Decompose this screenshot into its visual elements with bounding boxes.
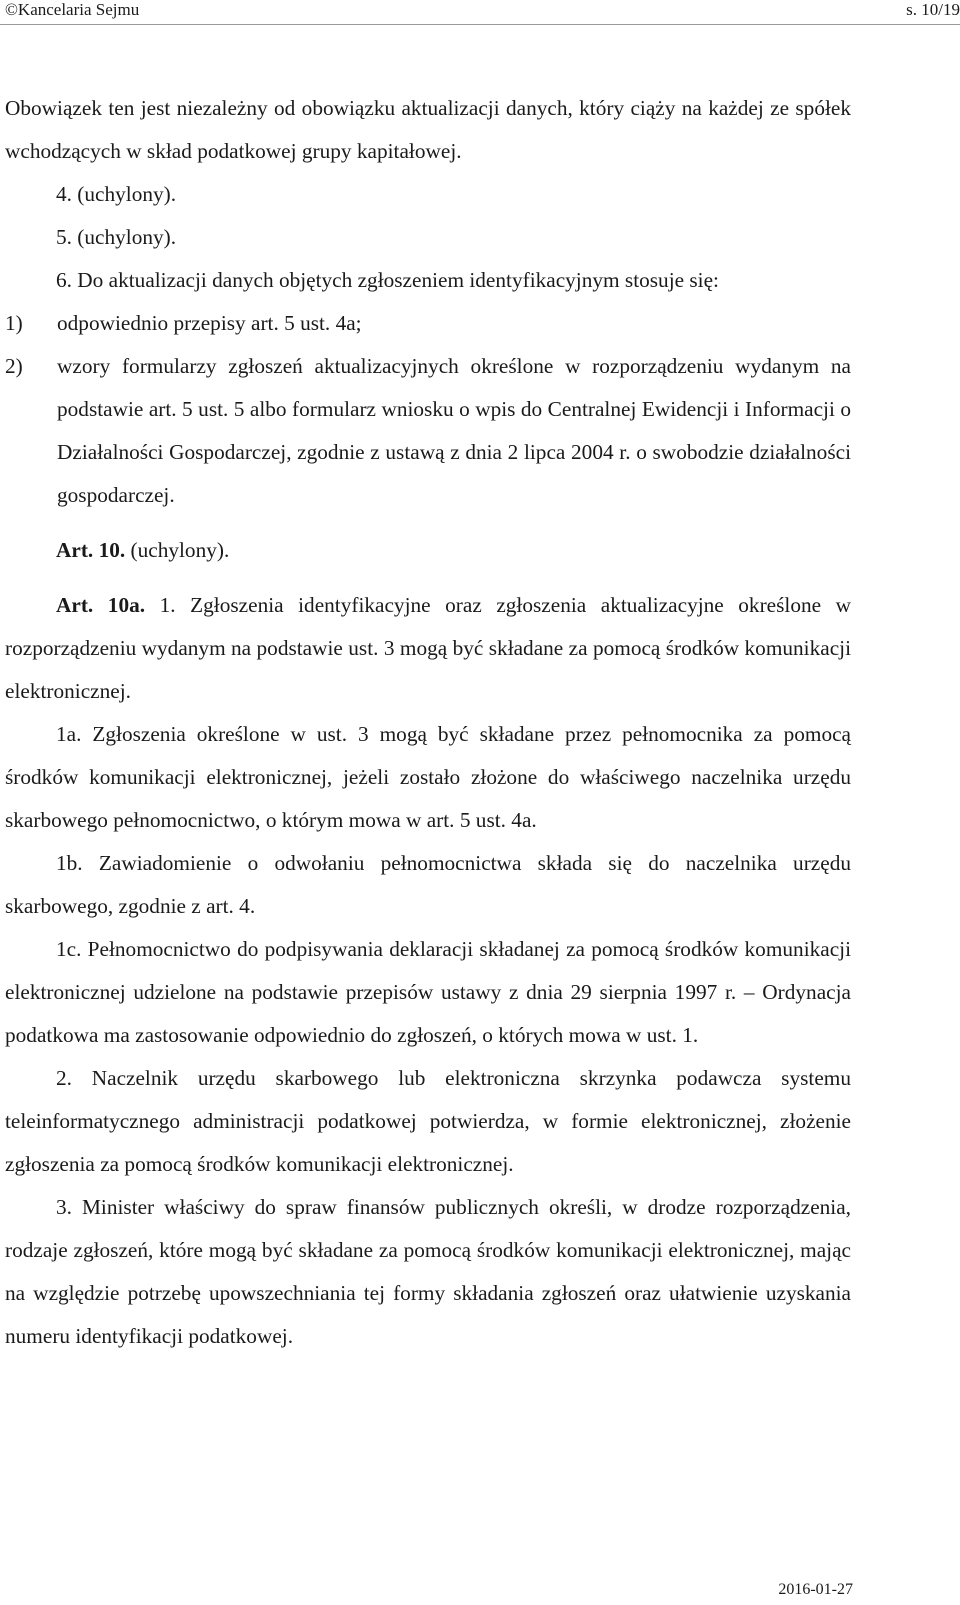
paragraph-2: 2. Naczelnik urzędu skarbowego lub elektroniczna skrzynka podawcza systemu teleinformatycznego administracji podatkowej potwierdza, w formie elektronicznej, złożenie zgłoszenia za pomocą środków komunikacji elektronicznej.	[5, 1066, 851, 1176]
article-label: Art. 10.	[56, 538, 126, 562]
list-item-text: wzory formularzy zgłoszeń aktualizacyjnych określone w rozporządzeniu wydanym na podstawie art. 5 ust. 5 albo formularz wniosku o wpis do Centralnej Ewidencji i Informacji o Działalności Gospodarczej, zgodnie z ustawą z dnia 2 lipca 2004 r. o swobodzie działalności gospodarczej.	[57, 354, 851, 507]
list-item-2	[5, 345, 851, 517]
page-footer	[778, 1580, 853, 1600]
list-item-text: odpowiednio przepisy art. 5 ust. 4a;	[57, 311, 362, 335]
paragraph-5: 5. (uchylony).	[56, 225, 177, 249]
article-text: (uchylony).	[125, 538, 230, 562]
page-number: s. 10/19	[906, 0, 960, 19]
paragraph-1b: 1b. Zawiadomienie o odwołaniu pełnomocnictwa składa się do naczelnika urzędu skarbowego, zgodnie z art. 4.	[5, 851, 851, 918]
list-item-number: 1)	[5, 311, 23, 335]
paragraph-1c: 1c. Pełnomocnictwo do podpisywania deklaracji składanej za pomocą środków komunikacji elektronicznej udzielone na podstawie przepisów ustawy z dnia 29 sierpnia 1997 r. – Ordynacja podatkowa ma zastosowanie odpowiednio do zgłoszeń, o których mowa w ust. 1.	[5, 937, 851, 1047]
article-10	[5, 529, 851, 572]
list-item-1	[5, 302, 851, 345]
page-header	[0, 0, 960, 25]
paragraph-6: 6. Do aktualizacji danych objętych zgłoszeniem identyfikacyjnym stosuje się:	[56, 268, 719, 292]
document-body	[5, 87, 851, 1358]
article-text: 1. Zgłoszenia identyfikacyjne oraz zgłoszenia aktualizacyjne określone w rozporządzeniu wydanym na podstawie ust. 3 mogą być składane za pomocą środków komunikacji elektronicznej.	[5, 593, 852, 703]
article-label: Art. 10a.	[56, 593, 146, 617]
paragraph-intro: Obowiązek ten jest niezależny od obowiązku aktualizacji danych, który ciąży na każdej ze spółek wchodzących w skład podatkowej grupy kapitałowej.	[5, 96, 851, 163]
list-item-number: 2)	[5, 354, 23, 378]
paragraph-1a: 1a. Zgłoszenia określone w ust. 3 mogą być składane przez pełnomocnika za pomocą środków komunikacji elektronicznej, jeżeli zostało złożone do właściwego naczelnika urzędu skarbowego pełnomocnictwo, o którym mowa w art. 5 ust. 4a.	[5, 722, 851, 832]
copyright-label: ©Kancelaria Sejmu	[5, 0, 140, 19]
document-date: 2016-01-27	[778, 1581, 853, 1598]
article-10a	[5, 584, 851, 713]
paragraph-3: 3. Minister właściwy do spraw finansów publicznych określi, w drodze rozporządzenia, rodzaje zgłoszeń, które mogą być składane za pomocą środków komunikacji elektronicznej, mając na względzie potrzebę upowszechniania tej formy składania zgłoszeń oraz ułatwienie uzyskania numeru identyfikacji podatkowej.	[5, 1195, 851, 1348]
paragraph-4: 4. (uchylony).	[56, 182, 177, 206]
